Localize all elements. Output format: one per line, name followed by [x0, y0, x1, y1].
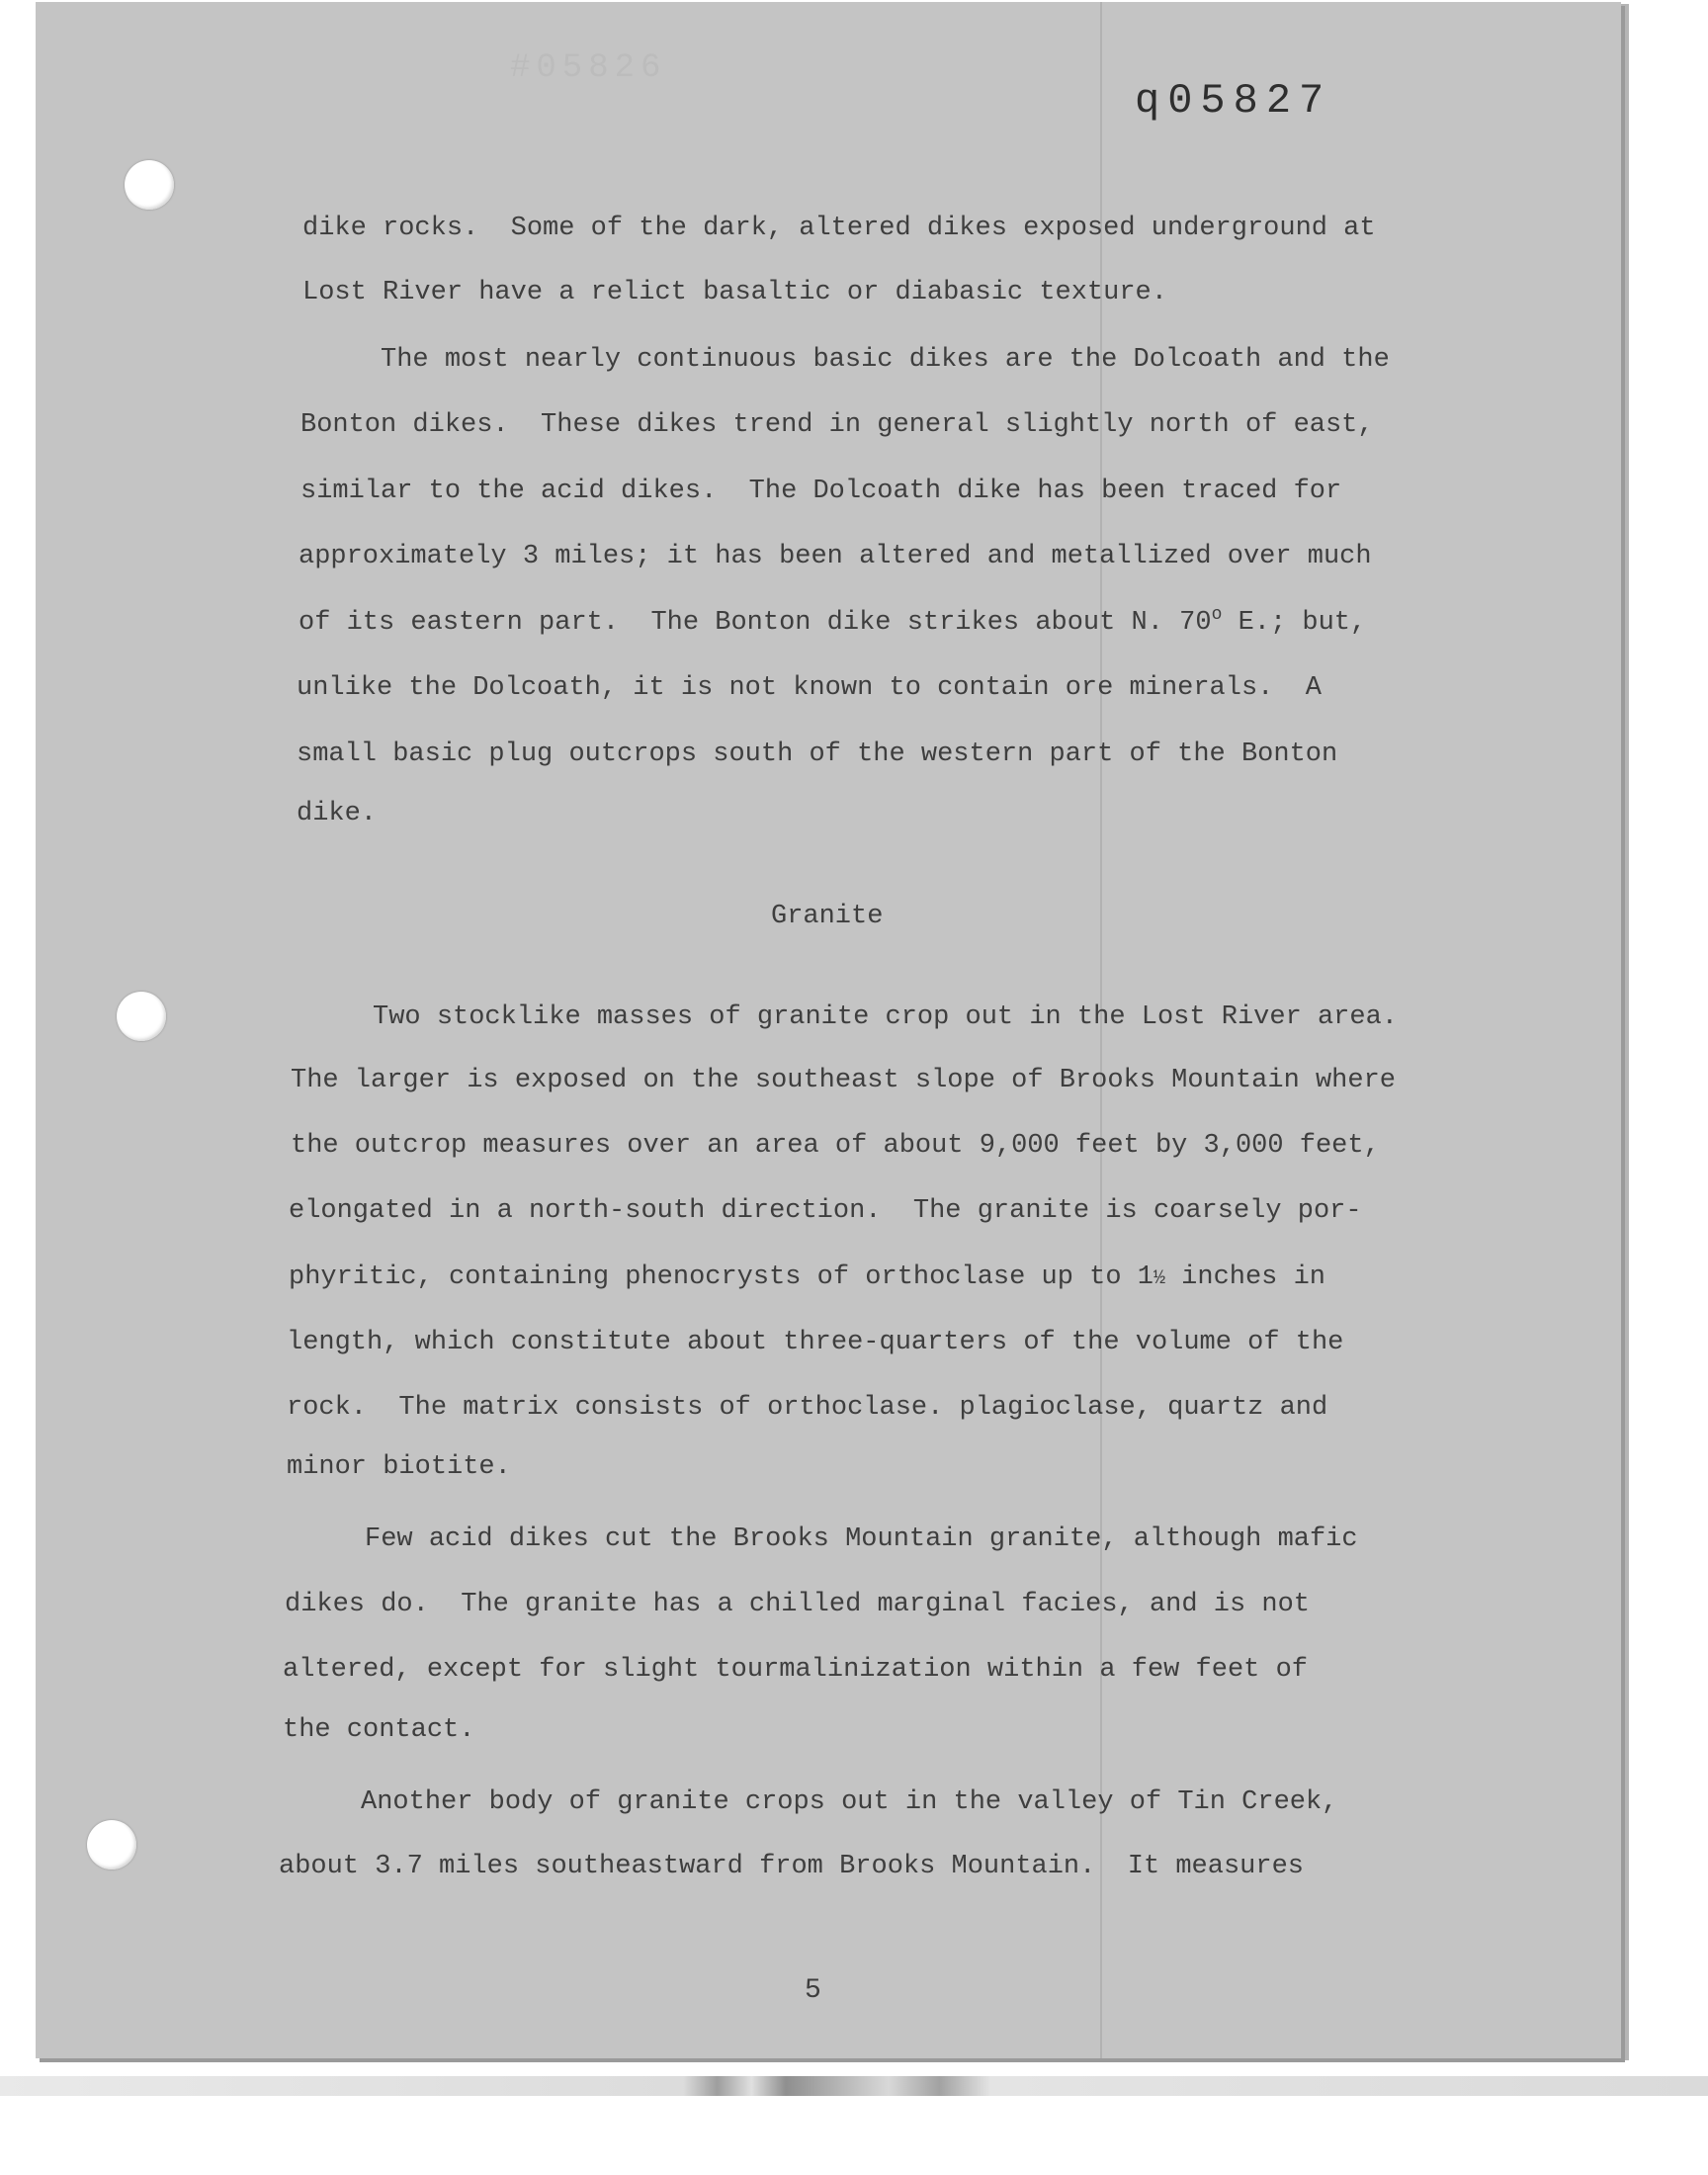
fraction-one-half: ½ [1153, 1267, 1165, 1290]
text-line: Two stocklike masses of granite crop out in the Lost River area. [293, 1002, 1398, 1032]
text-line: dikes do. The granite has a chilled marginal facies, and is not [285, 1590, 1310, 1619]
text-line: approximately 3 miles; it has been altered and metallized over much [299, 542, 1372, 571]
section-heading: Granite [771, 902, 884, 931]
text-segment: inches in [1164, 1262, 1325, 1292]
text-line [299, 605, 1367, 638]
text-line: elongated in a north-south direction. The granite is coarsely por- [289, 1196, 1362, 1226]
text-line: dike. [297, 799, 378, 828]
text-line: the outcrop measures over an area of about 9,000 feet by 3,000 feet, [291, 1131, 1380, 1161]
text-line: The most nearly continuous basic dikes are the Dolcoath and the [300, 345, 1390, 375]
text-line: Lost River have a relict basaltic or diabasic texture. [302, 278, 1167, 307]
text-line: small basic plug outcrops south of the western part of the Bonton [297, 740, 1338, 769]
text-line: The larger is exposed on the southeast slope of Brooks Mountain where [291, 1066, 1396, 1095]
text-segment: E.; but, [1222, 608, 1367, 638]
punch-hole-top [125, 160, 174, 210]
text-line: dike rocks. Some of the dark, altered dikes exposed underground at [302, 214, 1376, 243]
text-line: altered, except for slight tourmalinization within a few feet of [283, 1655, 1308, 1685]
document-page [36, 2, 1621, 2058]
text-line: the contact. [283, 1715, 475, 1745]
scanner-edge-strip [0, 2076, 1708, 2096]
text-segment: phyritic, containing phenocrysts of orthoclase up to 1 [289, 1262, 1153, 1292]
text-line: rock. The matrix consists of orthoclase. plagioclase, quartz and [287, 1393, 1328, 1423]
page-number: 5 [805, 1975, 821, 2006]
text-line: about 3.7 miles southeastward from Brooks Mountain. It measures [279, 1852, 1304, 1881]
punch-hole-middle [117, 992, 166, 1041]
text-line: minor biotite. [287, 1452, 511, 1482]
text-segment: of its eastern part. The Bonton dike strikes about N. 70 [299, 608, 1212, 638]
text-line: unlike the Dolcoath, it is not known to contain ore minerals. A [297, 673, 1322, 703]
document-number: q05827 [1135, 77, 1332, 125]
degree-symbol: o [1211, 605, 1223, 625]
text-line: Another body of granite crops out in the valley of Tin Creek, [281, 1787, 1338, 1817]
punch-hole-bottom [87, 1820, 136, 1870]
text-line [289, 1262, 1325, 1294]
bleed-through-number: #05826 [510, 49, 667, 87]
text-line: Few acid dikes cut the Brooks Mountain granite, although mafic [285, 1524, 1358, 1554]
text-line: length, which constitute about three-quarters of the volume of the [287, 1328, 1344, 1357]
text-line: similar to the acid dikes. The Dolcoath dike has been traced for [300, 477, 1342, 506]
text-line: Bonton dikes. These dikes trend in general slightly north of east, [300, 410, 1374, 440]
